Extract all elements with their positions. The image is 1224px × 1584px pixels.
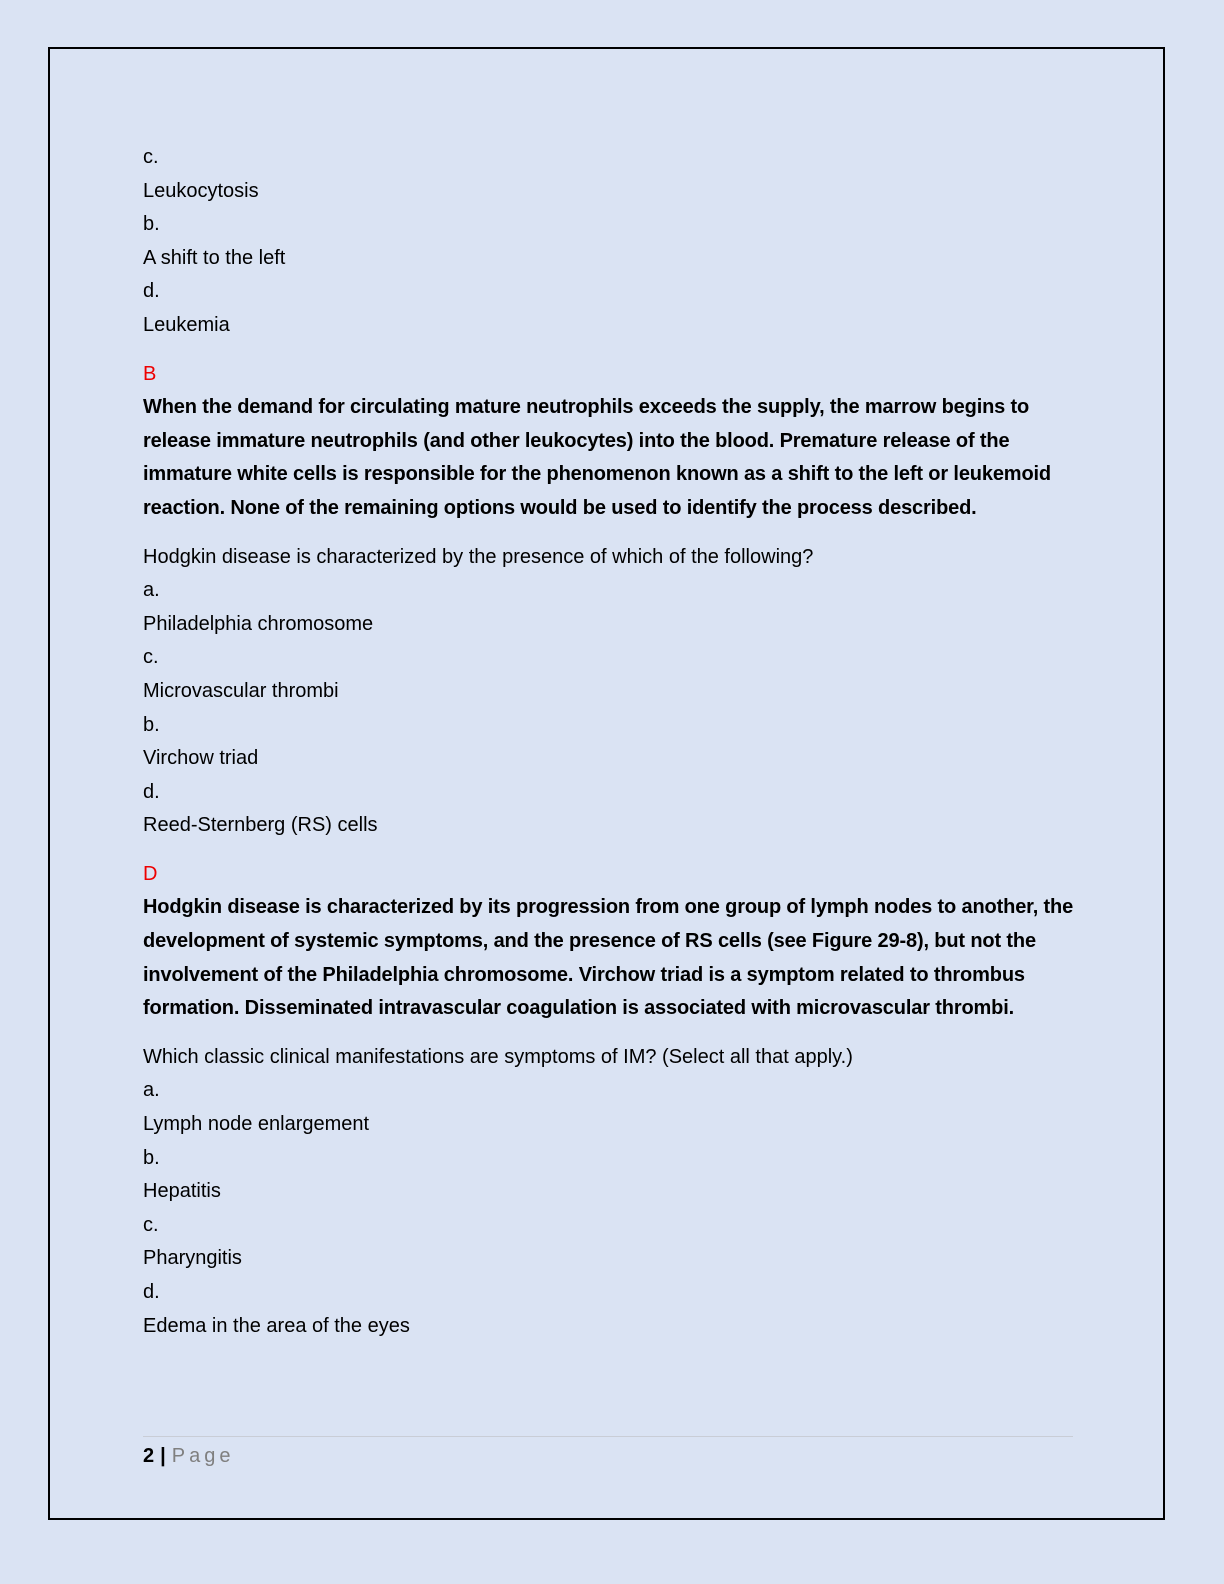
option-text: Lymph node enlargement — [143, 1113, 370, 1136]
option-text: Pharyngitis — [143, 1247, 242, 1270]
answer-rationale: Hodgkin disease is characterized by its progression from one group of lymph nodes to another, the development of systemic symptoms, and the presence of RS cells (see Figure 29-8), but not the involvement of the Philadelphia chromosome. Virchow triad is a symptom related to thrombus formation. Disseminated intravascular coagulation is associated with microvascular thrombi. — [143, 896, 1074, 1020]
option-text: Leukocytosis — [143, 179, 259, 202]
page-number: 2 — [143, 1445, 155, 1467]
option-text: Hepatitis — [143, 1180, 221, 1203]
option-text: A shift to the left — [143, 246, 286, 269]
question-block-3 — [143, 1041, 1078, 1343]
document-body — [143, 141, 1078, 1343]
option-text: Leukemia — [143, 313, 230, 336]
option-text: Reed-Sternberg (RS) cells — [143, 814, 378, 837]
option-text: Virchow triad — [143, 747, 259, 770]
answer-rationale: When the demand for circulating mature neutrophils exceeds the supply, the marrow begins to release immature neutrophils (and other leukocytes) into the blood. Premature release of the immature white cells is responsible for the phenomenon known as a shift to the left or leukemoid reaction. None of the remaining options would be used to identify the process described. — [143, 396, 1051, 519]
option-letter: d. — [143, 780, 160, 803]
answer-key: D — [143, 862, 158, 885]
answer-key: B — [143, 362, 157, 385]
option-letter: c. — [143, 146, 159, 168]
option-letter: c. — [143, 1213, 159, 1236]
question-text: Hodgkin disease is characterized by the presence of which of the following? — [143, 545, 814, 568]
option-letter: b. — [143, 213, 160, 236]
option-letter: d. — [143, 1281, 160, 1303]
question-text: Which classic clinical manifestations are symptoms of IM? (Select all that apply.) — [143, 1045, 853, 1068]
option-text: Microvascular thrombi — [143, 679, 339, 702]
option-text: Edema in the area of the eyes — [143, 1314, 410, 1337]
option-letter: d. — [143, 280, 160, 303]
option-letter: c. — [143, 646, 159, 669]
page-footer — [143, 1436, 1073, 1471]
option-letter: b. — [143, 1146, 160, 1169]
option-letter: b. — [143, 713, 160, 736]
option-letter: a. — [143, 579, 160, 602]
option-letter: a. — [143, 1079, 160, 1102]
question-block-2 — [143, 541, 1078, 1026]
option-text: Philadelphia chromosome — [143, 612, 374, 635]
page-label: Page — [171, 1445, 235, 1467]
question-block-1 — [143, 141, 1078, 526]
footer-separator: | — [160, 1445, 166, 1467]
